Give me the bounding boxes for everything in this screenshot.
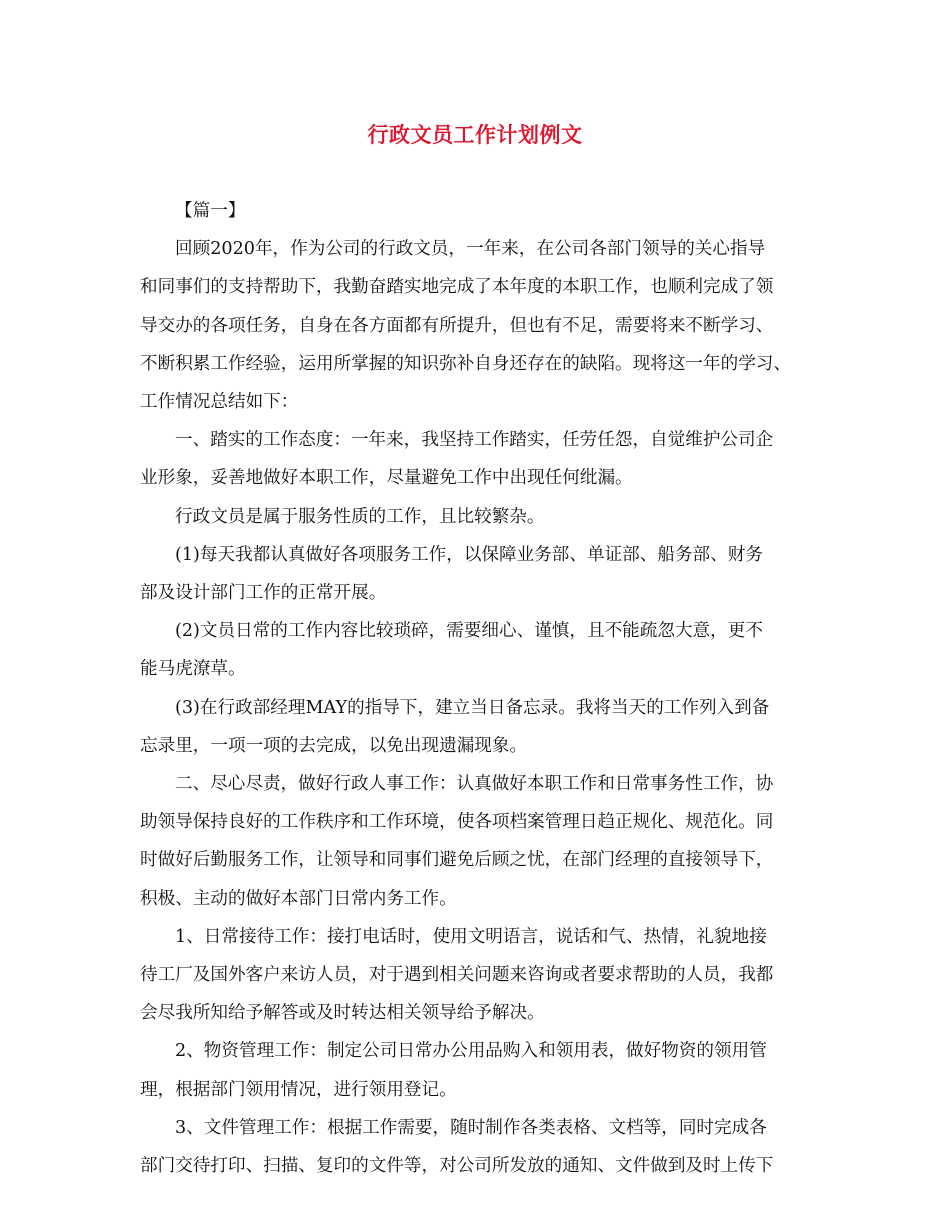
- paragraph-line: (1)每天我都认真做好各项服务工作，以保障业务部、单证部、船务部、财务: [175, 544, 763, 565]
- paragraph-line: 一、踏实的工作态度：一年来，我坚持工作踏实，任劳任怨，自觉维护公司企: [175, 430, 774, 451]
- paragraph-line: 1、日常接待工作：接打电话时，使用文明语言，说话和气、热情，礼貌地接: [175, 926, 767, 947]
- paragraph-line: 回顾2020年，作为公司的行政文员，一年来，在公司各部门领导的关心指导: [175, 239, 766, 260]
- paragraph-line: 积极、主动的做好本部门日常内务工作。: [140, 888, 457, 909]
- paragraph-line: 时做好后勤服务工作，让领导和同事们避免后顾之忧，在部门经理的直接领导下，: [140, 850, 774, 871]
- paragraph-line: 忘录里，一项一项的去完成，以免出现遗漏现象。: [140, 735, 528, 756]
- paragraph-line: 部门交待打印、扫描、复印的文件等，对公司所发放的通知、文件做到及时上传下: [140, 1156, 774, 1177]
- paragraph-line: 工作情况总结如下：: [140, 392, 299, 413]
- paragraph-line: (2)文员日常的工作内容比较琐碎，需要细心、谨慎，且不能疏忽大意，更不: [175, 621, 763, 642]
- paragraph-line: 不断积累工作经验，运用所掌握的知识弥补自身还存在的缺陷。现将这一年的学习、: [140, 353, 791, 374]
- paragraph-line: 业形象，妥善地做好本职工作，尽量避免工作中出现任何纰漏。: [140, 468, 633, 489]
- paragraph-line: 二、尽心尽责，做好行政人事工作：认真做好本职工作和日常事务性工作，协: [175, 774, 774, 795]
- paragraph-line: 会尽我所知给予解答或及时转达相关领导给予解决。: [140, 1003, 545, 1024]
- paragraph-line: 3、文件管理工作：根据工作需要，随时制作各类表格、文档等，同时完成各: [175, 1117, 767, 1138]
- paragraph-line: 部及设计部门工作的正常开展。: [140, 583, 387, 604]
- paragraph-line: 助领导保持良好的工作秩序和工作环境，使各项档案管理日趋正规化、规范化。同: [140, 812, 774, 833]
- section-heading: 【篇一】: [175, 201, 246, 221]
- paragraph-line: 行政文员是属于服务性质的工作，且比较繁杂。: [175, 506, 545, 527]
- paragraph-line: 导交办的各项任务，自身在各方面都有所提升，但也有不足，需要将来不断学习、: [140, 315, 774, 336]
- paragraph-line: 待工厂及国外客户来访人员，对于遇到相关问题来咨询或者要求帮助的人员，我都: [140, 965, 774, 986]
- paragraph-line: 和同事们的支持帮助下，我勤奋踏实地完成了本年度的本职工作，也顺利完成了领: [140, 277, 774, 298]
- document-body: [140, 192, 816, 1185]
- paragraph-line: 理，根据部门领用情况，进行领用登记。: [140, 1079, 457, 1100]
- paragraph-line: 2、物资管理工作：制定公司日常办公用品购入和领用表，做好物资的领用管: [175, 1041, 767, 1062]
- paragraph-line: (3)在行政部经理MAY的指导下，建立当日备忘录。我将当天的工作列入到备: [175, 697, 770, 718]
- document-title: 行政文员工作计划例文: [367, 122, 583, 147]
- paragraph-line: 能马虎潦草。: [140, 659, 246, 680]
